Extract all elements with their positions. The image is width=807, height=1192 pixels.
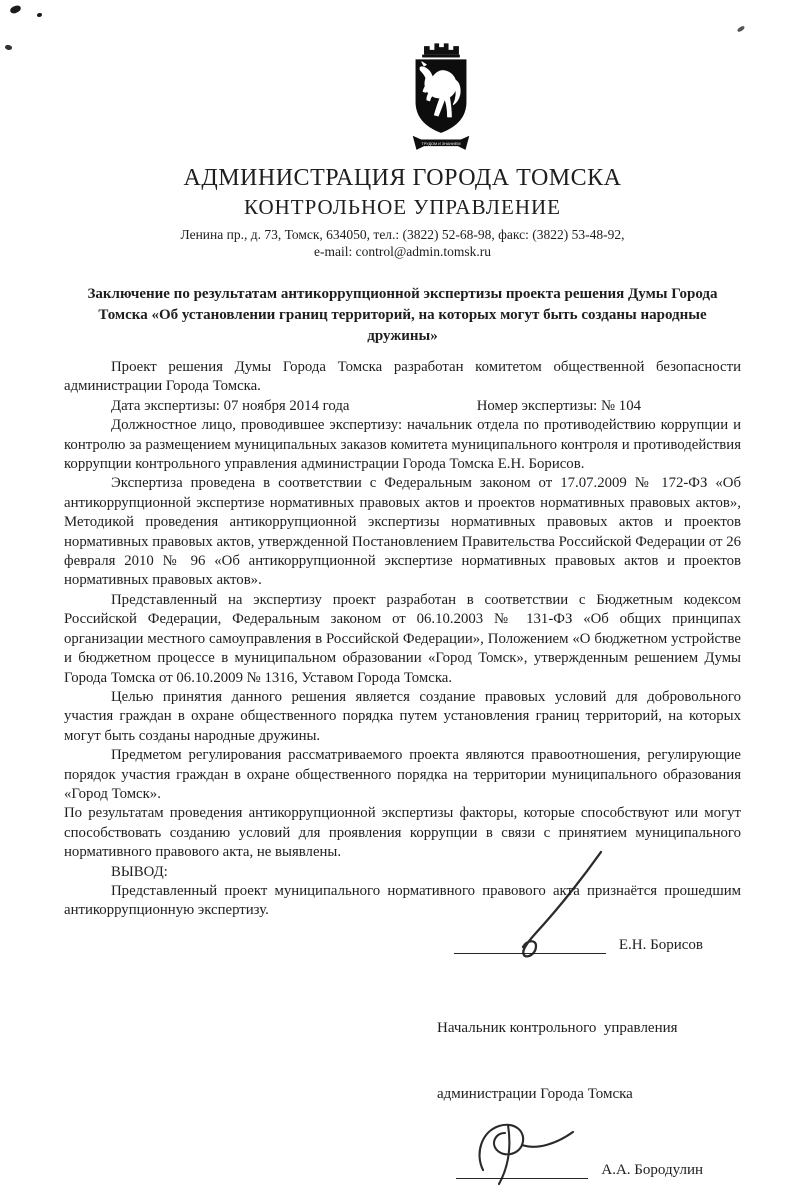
crown-base [422, 55, 460, 58]
para-findings: По результатам проведения антикоррупционной экспертизы факторы, которые способствуют или могут способствовать созданию условий для проявления коррупции в связи с принятием муниципального нормативного правового акта, не выявлены. [64, 805, 741, 861]
signer-post-line2: администрации Города Томска [437, 1085, 633, 1102]
signer-post-line1: Начальник контрольного управления [437, 1019, 678, 1036]
organization-name: АДМИНИСТРАЦИЯ ГОРОДА ТОМСКА [183, 165, 622, 191]
document-body [64, 358, 741, 921]
para-subject: Предметом регулирования рассматриваемого проекта являются правоотношения, регулирующие порядок участия граждан в охране общественного порядка на территории муниципального образования «Город Томск». [64, 747, 741, 802]
para-project-origin: Проект решения Думы Города Томска разработан комитетом общественной безопасности администрации Города Томска. [64, 359, 741, 395]
para-official: Должностное лицо, проводившее экспертизу: начальник отдела по противодействию коррупции и контролю за размещением муниципальных заказов комитета муниципального контроля и противодействия коррупции контрольного управления администрации Города Томска Е.Н. Борисов. [64, 417, 741, 473]
para-legal-basis: Экспертиза проведена в соответствии с Федеральным законом от 17.07.2009 № 172-ФЗ «Об антикоррупционной экспертизе нормативных правовых актов и проектов нормативных правовых актов», Методикой проведения антикоррупционной экспертизы нормативных правовых актов и проектов нормативных правовых актов, утвержденной Постановлением Правительства Российской Федерации от 26 февраля 2010 № 96 «Об антикоррупционной экспертизе нормативных правовых актов и проектов нормативных правовых актов». [64, 475, 741, 589]
document-title: Заключение по результатам антикоррупционной экспертизы проекта решения Думы Города Томска «Об установлении границ территорий, на которых могут быть созданы народные дружины» [87, 286, 718, 344]
address-line: Ленина пр., д. 73, Томск, 634050, тел.: (3822) 52-68-98, факс: (3822) 53-48-92, [180, 227, 625, 242]
para-conclusion-heading: ВЫВОД: [111, 863, 168, 880]
signer-post [437, 973, 741, 1149]
para-purpose: Целью принятия данного решения является создание правовых условий для добровольного участия граждан в охране общественного порядка путем установления границ территорий, на которых могут быть созданы народные дружины. [64, 688, 741, 744]
signature-area [64, 937, 741, 1179]
signature-line [456, 1164, 588, 1179]
signer-name-borisov: Е.Н. Борисов [618, 936, 703, 953]
email-line: e-mail: control@admin.tomsk.ru [313, 244, 492, 259]
expertise-meta-row [64, 397, 741, 416]
coat-of-arms-icon [408, 38, 474, 158]
signer-name-borodulin: А.А. Бородулин [601, 1161, 703, 1178]
para-conclusion-text: Представленный проект муниципального нормативного правового акта признаётся прошедшим антикоррупционную экспертизу. [64, 882, 741, 919]
para-project-compliance: Представленный на экспертизу проект разработан в соответствии с Бюджетным кодексом Российской Федерации, Федеральным законом от 06.10.2003 № 131-ФЗ «Об общих принципах организации местного самоуправления в Российской Федерации», Положением «О бюджетном устройстве и бюджетном процессе в муниципальном образовании «Город Томск», утвержденным решением Думы Города Томска от 06.10.2009 № 1316, Уставом Города Томска. [64, 591, 741, 686]
expertise-date: Дата экспертизы: 07 ноября 2014 года [111, 397, 350, 414]
borodulin-signature-row [64, 1162, 741, 1179]
motto-text: ТРУДОМ И ЗНАНИЕМ [421, 142, 460, 147]
tomsk-coat-of-arms [64, 30, 741, 158]
borisov-signature-row [64, 937, 741, 954]
signature-line [454, 939, 606, 954]
department-name: КОНТРОЛЬНОЕ УПРАВЛЕНИЕ [243, 195, 562, 219]
mural-crown-icon [424, 43, 459, 54]
expertise-number: Номер экспертизы: № 104 [476, 397, 641, 414]
